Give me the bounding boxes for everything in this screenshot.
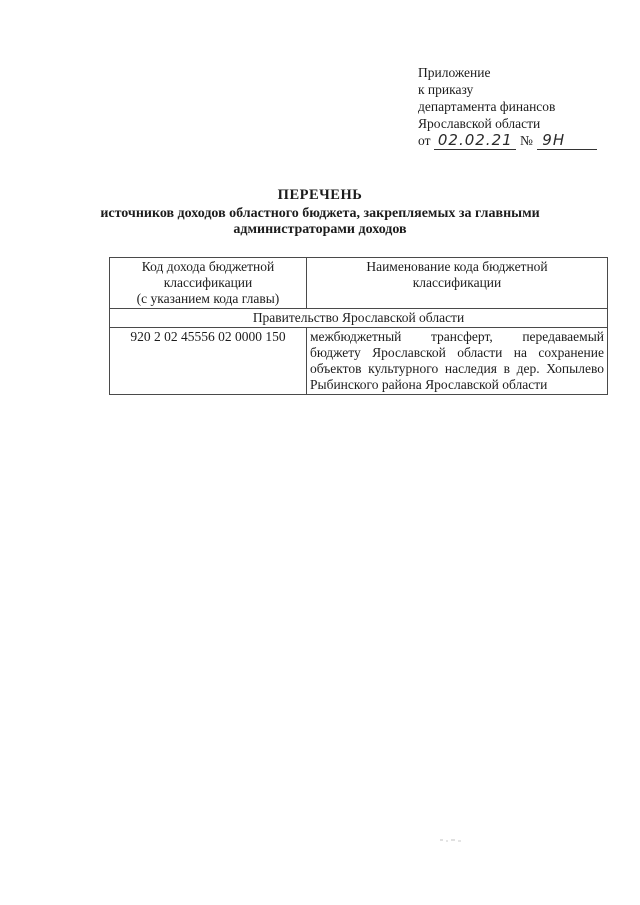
subtitle-line-2: администраторами доходов [233,222,407,237]
appendix-line-2: к приказу [418,82,474,97]
appendix-date-line [418,132,618,149]
header-code-line-1: Код дохода бюджетной [141,259,275,274]
number-prefix: № [520,133,533,148]
appendix-line-3: департамента финансов [418,99,556,114]
handwritten-date: 02.02.21 [437,131,513,149]
row-code-cell: 920 2 02 45556 02 0000 150 [110,328,307,395]
table-header-row [110,258,608,309]
table-group-row [110,309,608,328]
date-underline [434,149,516,150]
header-code-line-3: (с указанием кода главы) [136,291,280,306]
date-prefix: от [418,133,431,148]
header-name-cell [307,258,608,309]
appendix-block [418,64,618,149]
row-name-cell: межбюджетный трансферт, передаваемый бюджету Ярославской области на сохранение объектов культурного наследия в дер. Хопылево Рыбинского района Ярославской области [307,328,608,395]
appendix-line-4: Ярославской области [418,116,541,131]
header-code-cell [110,258,307,309]
number-underline [537,149,597,150]
group-cell: Правительство Ярославской области [110,309,608,328]
subtitle-line-1: источников доходов областного бюджета, закрепляемых за главными [100,206,540,221]
header-name-line-2: классификации [412,275,502,290]
appendix-line-1: Приложение [418,65,491,80]
document-subtitle [0,206,640,238]
handwritten-number: 9Н [542,131,566,149]
header-code-line-2: классификации [163,275,253,290]
scan-speckle [440,838,464,844]
revenue-sources-table [109,257,608,395]
document-title: ПЕРЕЧЕНЬ [277,187,363,203]
table-row [110,328,608,395]
header-name-line-1: Наименование кода бюджетной [366,259,548,274]
